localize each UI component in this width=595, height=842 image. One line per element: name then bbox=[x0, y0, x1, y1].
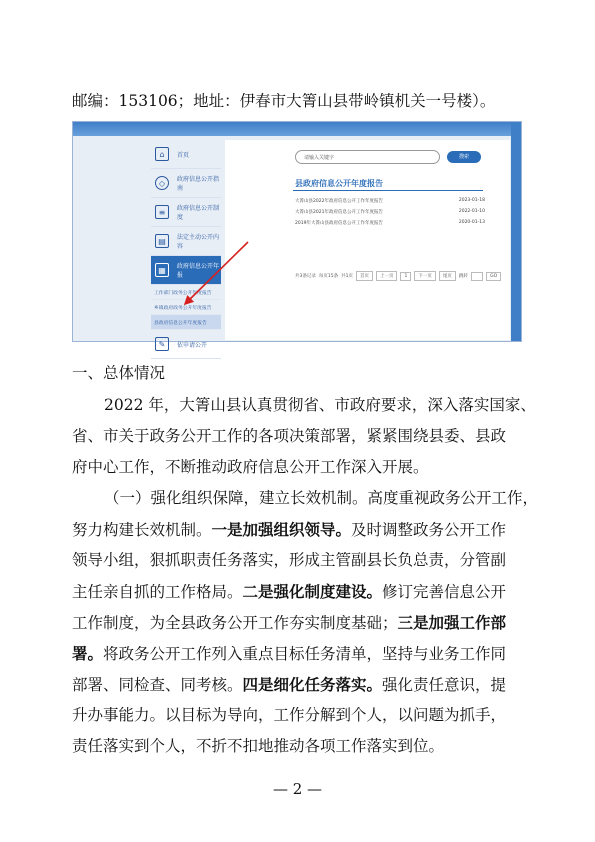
para2-line: 责任落实到个人，不折不扣地推动各项工作落实到位。 bbox=[72, 737, 445, 755]
report-title: 县政府信息公开年度报告 bbox=[295, 179, 383, 188]
pager-first[interactable]: 首页 bbox=[356, 271, 373, 281]
pager-pages: 共1页 bbox=[341, 274, 353, 279]
search-input[interactable]: 请输入关键字 bbox=[295, 150, 440, 164]
pager-prev[interactable]: 上一页 bbox=[376, 271, 398, 281]
sub-item-towns[interactable]: 乡镇政府政务公开年度报告 bbox=[151, 300, 221, 315]
para2-line: （一）强化组织保障，建立长效机制。高度重视政务公开工作， bbox=[104, 489, 539, 507]
pager-last[interactable]: 尾页 bbox=[439, 271, 456, 281]
pager-next[interactable]: 下一页 bbox=[414, 271, 436, 281]
pager-total: 共3条记录 bbox=[295, 274, 316, 279]
sidebar-item-apply[interactable]: ✎ 依申请公开 bbox=[151, 330, 221, 359]
para2-line: 部署、同检查、同考核。四是细化任务落实。强化责任意识，提 bbox=[72, 675, 507, 694]
list-item[interactable]: 大箐山县2021年政府信息公开工作年度报告 2022-01-10 bbox=[295, 209, 485, 215]
para2-line: 领导小组，狠抓职责任务落实，形成主管副县长负总责，分管副 bbox=[72, 551, 507, 569]
section-heading: 一、总体情况 bbox=[72, 364, 166, 382]
pager-jump-label: 跳转 bbox=[458, 274, 468, 279]
para1-line: 省、市关于政务公开工作的各项决策部署，紧紧围绕县委、县政 bbox=[72, 427, 507, 445]
search-button[interactable]: 搜索 bbox=[447, 151, 481, 163]
para1-line: 2022 年，大箐山县认真贯彻省、市政府要求，深入落实国家、 bbox=[104, 396, 536, 414]
sidebar-item-system[interactable]: ≡ 政府信息公开制度 bbox=[151, 198, 221, 227]
report-icon: ▦ bbox=[155, 263, 169, 277]
website-screenshot bbox=[72, 121, 522, 349]
para2-line: 主任亲自抓的工作格局。二是强化制度建设。修订完善信息公开 bbox=[72, 582, 507, 601]
sidebar-item-home[interactable]: ⌂ 首页 bbox=[151, 140, 221, 169]
pager-size: 每页15条 bbox=[318, 274, 339, 279]
sidebar-item-guide[interactable]: ◇ 政府信息公开指南 bbox=[151, 169, 221, 198]
sidebar-item-content[interactable]: ▤ 法定主动公开内容 bbox=[151, 227, 221, 256]
para2-line: 工作制度，为全县政务公开工作夯实制度基础；三是加强工作部 bbox=[72, 613, 507, 632]
sub-item-departments[interactable]: 工作部门政务公开年度报告 bbox=[151, 285, 221, 300]
sub-item-county[interactable]: 县政府信息公开年度报告 bbox=[151, 315, 221, 330]
apply-icon: ✎ bbox=[155, 337, 169, 351]
para1-line: 府中心工作，不断推动政府信息公开工作深入开展。 bbox=[72, 458, 429, 476]
red-arrow-annotation bbox=[73, 122, 523, 343]
para2-line: 署。将政务公开工作列入重点目标任务清单，坚持与业务工作同 bbox=[72, 644, 507, 663]
intro-line: 邮编：153106；地址：伊春市大箐山县带岭镇机关一号楼）。 bbox=[72, 92, 496, 110]
para2-line: 努力构建长效机制。一是加强组织领导。及时调整政务公开工作 bbox=[72, 520, 507, 539]
list-item[interactable]: 2019年大箐山县政府信息公开工作年度报告 2020-01-13 bbox=[295, 220, 485, 226]
para2-line: 升办事能力。以目标为导向，工作分解到个人，以问题为抓手， bbox=[72, 706, 507, 724]
home-icon: ⌂ bbox=[155, 147, 169, 161]
list-item[interactable]: 大箐山县2022年政府信息公开工作年度报告 2023-01-18 bbox=[295, 198, 485, 204]
pager-go-button[interactable]: GO bbox=[486, 272, 501, 281]
compass-icon: ◇ bbox=[155, 176, 169, 190]
sidebar-item-annual-report[interactable]: ▦ 政府信息公开年报 bbox=[151, 256, 221, 285]
list-icon: ≡ bbox=[155, 205, 169, 219]
page-number: — 2 — bbox=[272, 780, 323, 798]
pager-current[interactable]: 1 bbox=[400, 272, 411, 281]
doc-icon: ▤ bbox=[155, 234, 169, 248]
